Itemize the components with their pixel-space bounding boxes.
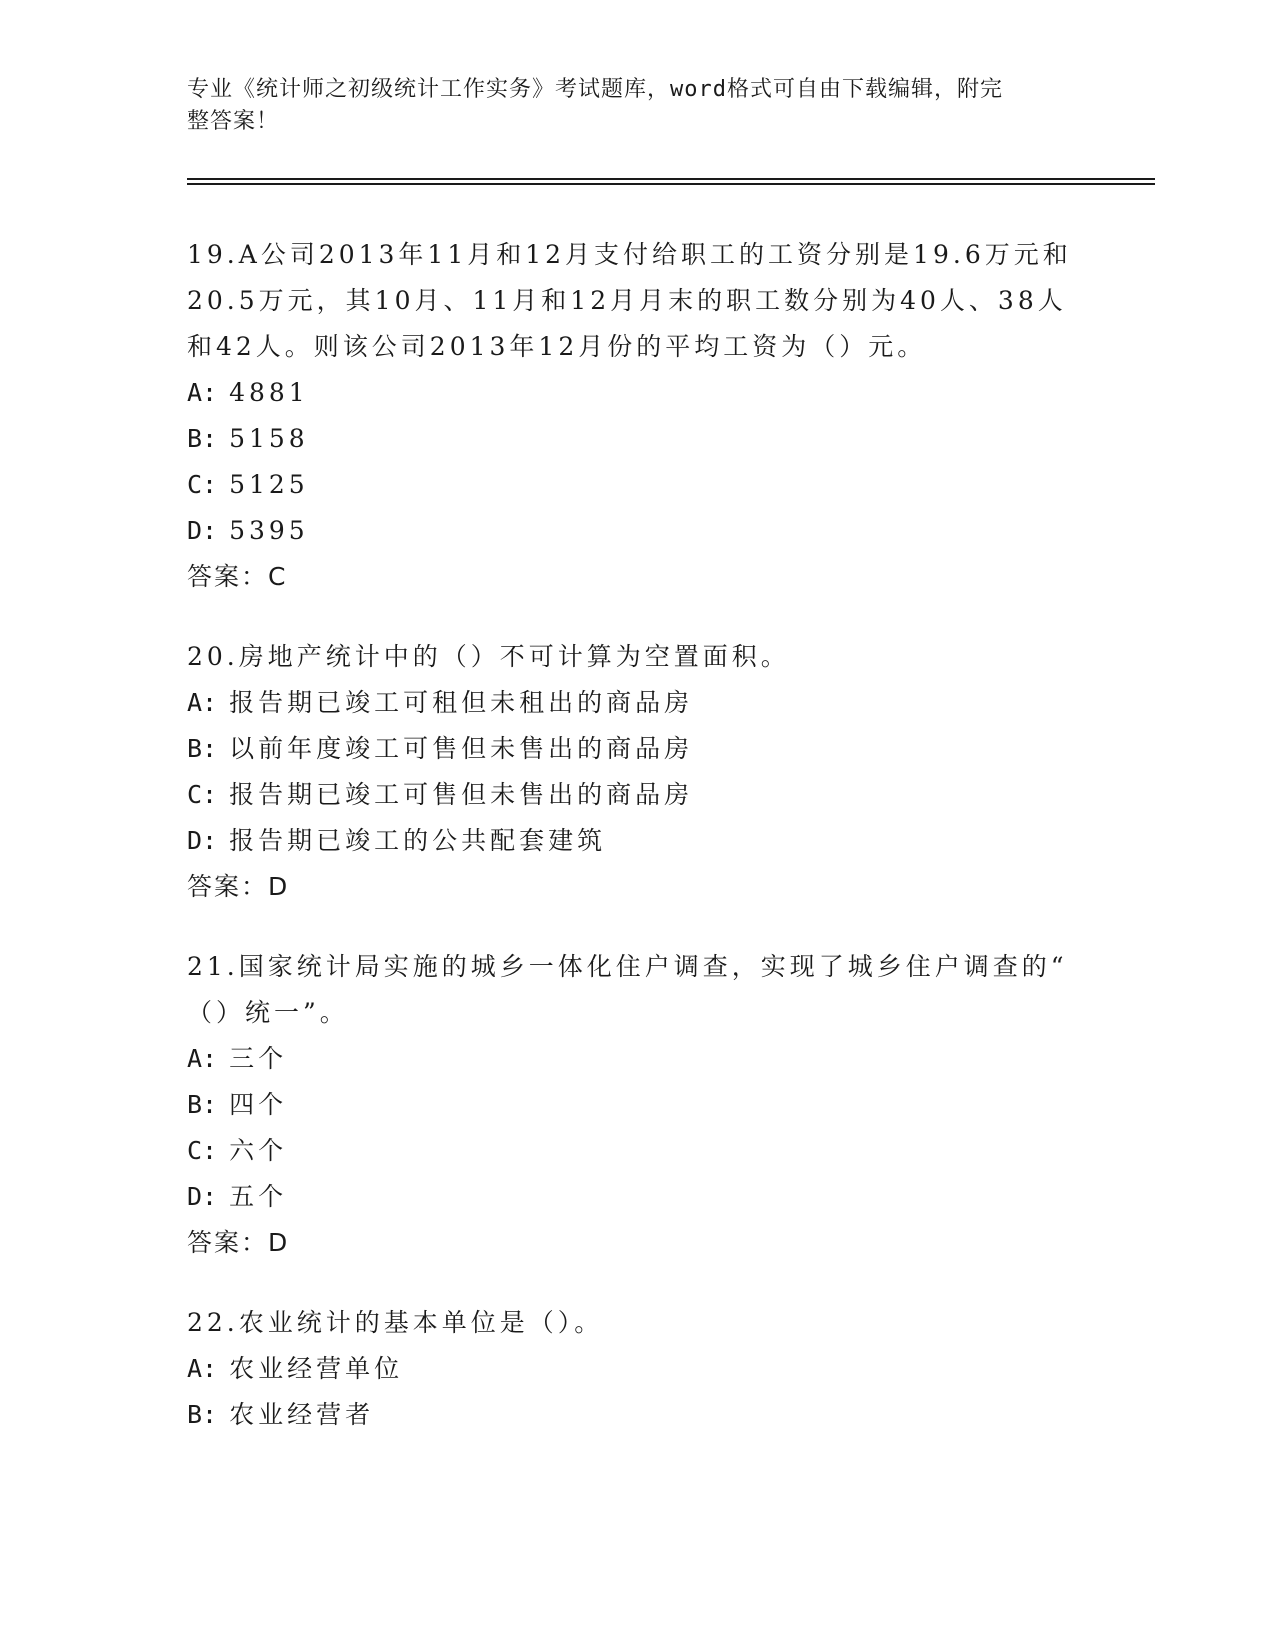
- option-a: A: 报告期已竣工可租但未租出的商品房: [187, 688, 694, 717]
- option-d: D: 报告期已竣工的公共配套建筑: [187, 826, 607, 855]
- option-b: B: 5158: [187, 424, 309, 453]
- stem-line: 21.国家统计局实施的城乡一体化住户调查，实现了城乡住户调查的“: [187, 952, 1068, 981]
- question-21: [187, 944, 1087, 1266]
- question-22: [187, 1300, 1087, 1438]
- stem-line: 22.农业统计的基本单位是（）。: [187, 1308, 604, 1337]
- option-b: B: 四个: [187, 1090, 288, 1119]
- option-c: C: 5125: [187, 470, 309, 499]
- option-a: A: 4881: [187, 378, 309, 407]
- option-d: D: 五个: [187, 1182, 288, 1211]
- option-b: B: 农业经营者: [187, 1400, 375, 1429]
- option-c: C: 六个: [187, 1136, 288, 1165]
- answer-line: 答案：D: [187, 1228, 290, 1257]
- header-rule-top: [187, 178, 1155, 180]
- option-d: D: 5395: [187, 516, 309, 545]
- stem-line: （）统一”。: [187, 998, 349, 1027]
- stem-line: 20.房地产统计中的（）不可计算为空置面积。: [187, 642, 790, 671]
- option-a: A: 农业经营单位: [187, 1354, 404, 1383]
- question-stem: [187, 944, 1087, 1036]
- answer-line: 答案：D: [187, 872, 290, 901]
- stem-line: 19.A公司2013年11月和12月支付给职工的工资分别是19.6万元和: [187, 240, 1072, 269]
- question-19: [187, 232, 1087, 600]
- stem-line: 和42人。则该公司2013年12月份的平均工资为（）元。: [187, 332, 927, 361]
- question-list: [187, 232, 1087, 1472]
- header-line-2: 整答案！: [187, 109, 280, 134]
- option-b: B: 以前年度竣工可售但未售出的商品房: [187, 734, 694, 763]
- question-stem: [187, 232, 1087, 370]
- stem-line: 20.5万元，其10月、11月和12月月末的职工数分别为40人、38人: [187, 286, 1067, 315]
- option-a: A: 三个: [187, 1044, 288, 1073]
- document-header: [187, 74, 1067, 138]
- header-line-1: 专业《统计师之初级统计工作实务》考试题库，word格式可自由下载编辑，附完: [187, 77, 1003, 102]
- question-20: [187, 634, 1087, 910]
- question-stem: [187, 1300, 1087, 1346]
- question-stem: [187, 634, 1087, 680]
- option-c: C: 报告期已竣工可售但未售出的商品房: [187, 780, 694, 809]
- answer-line: 答案：C: [187, 562, 288, 591]
- header-rule-bottom: [187, 183, 1155, 185]
